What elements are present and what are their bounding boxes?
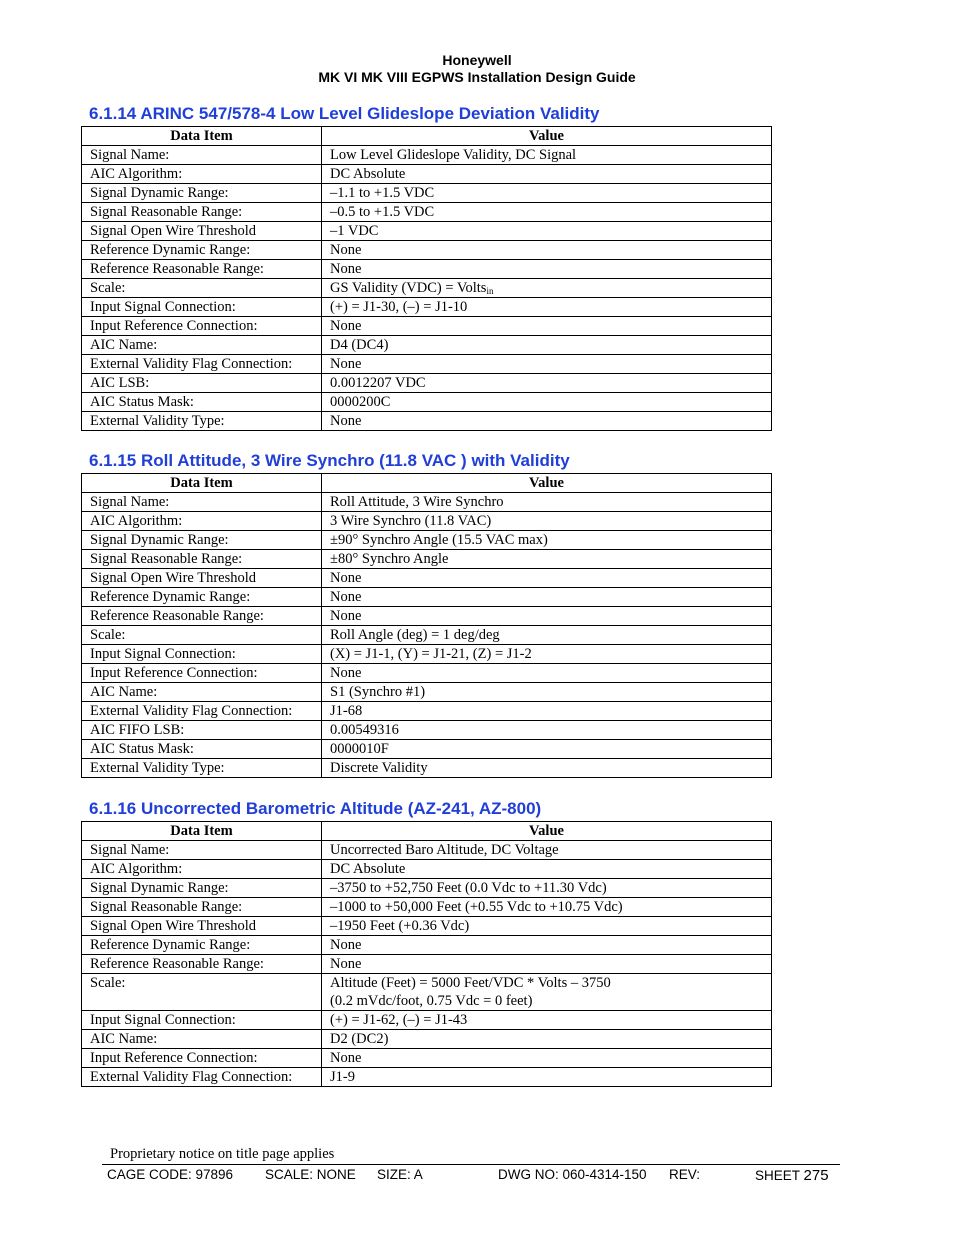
row-value: J1-68 — [322, 702, 772, 721]
row-value: 0000200C — [322, 393, 772, 412]
table-row — [82, 569, 772, 588]
row-value: None — [322, 317, 772, 336]
row-label: Reference Reasonable Range: — [82, 955, 322, 974]
row-value: (+) = J1-62, (–) = J1-43 — [322, 1011, 772, 1030]
table-row — [82, 607, 772, 626]
row-label: AIC Status Mask: — [82, 393, 322, 412]
row-value: –1.1 to +1.5 VDC — [322, 184, 772, 203]
scale-subscript: in — [486, 286, 494, 296]
table-row — [82, 1068, 772, 1087]
table-row — [82, 279, 772, 298]
row-value: D4 (DC4) — [322, 336, 772, 355]
row-value: Low Level Glideslope Validity, DC Signal — [322, 146, 772, 165]
row-value: None — [322, 588, 772, 607]
row-value: –3750 to +52,750 Feet (0.0 Vdc to +11.30 Vdc) — [322, 879, 772, 898]
row-label: AIC Algorithm: — [82, 512, 322, 531]
table-row — [82, 917, 772, 936]
row-value: (+) = J1-30, (–) = J1-10 — [322, 298, 772, 317]
revision: REV: — [669, 1167, 701, 1182]
table-row — [82, 898, 772, 917]
column-header-data-item: Data Item — [82, 474, 322, 493]
row-value: None — [322, 1049, 772, 1068]
table-row — [82, 588, 772, 607]
table-header-row — [82, 474, 772, 493]
table-row — [82, 393, 772, 412]
sheet-label: SHEET — [755, 1168, 800, 1183]
table-row — [82, 1011, 772, 1030]
company-name: Honeywell — [442, 52, 512, 68]
row-label: External Validity Type: — [82, 412, 322, 431]
row-label: Signal Open Wire Threshold — [82, 222, 322, 241]
row-label: Reference Dynamic Range: — [82, 241, 322, 260]
document-title: MK VI MK VIII EGPWS Installation Design Guide — [318, 69, 636, 85]
row-value: None — [322, 664, 772, 683]
row-label: Signal Dynamic Range: — [82, 879, 322, 898]
section-title-6-1-14: 6.1.14 ARINC 547/578-4 Low Level Glideslope Deviation Validity — [89, 104, 600, 123]
table-row — [82, 879, 772, 898]
row-label: External Validity Flag Connection: — [82, 1068, 322, 1087]
row-value: None — [322, 936, 772, 955]
footer-divider — [102, 1164, 840, 1165]
row-value: None — [322, 355, 772, 374]
row-label: Scale: — [82, 974, 322, 1011]
row-label: Signal Name: — [82, 146, 322, 165]
row-value: DC Absolute — [322, 860, 772, 879]
row-label: Signal Name: — [82, 841, 322, 860]
row-label: Reference Reasonable Range: — [82, 260, 322, 279]
row-label: AIC FIFO LSB: — [82, 721, 322, 740]
row-label: Reference Reasonable Range: — [82, 607, 322, 626]
table-row — [82, 955, 772, 974]
table-row — [82, 974, 772, 1011]
row-label: Signal Reasonable Range: — [82, 203, 322, 222]
row-label: External Validity Type: — [82, 759, 322, 778]
spec-table-6-1-16 — [81, 821, 772, 1087]
row-value: (X) = J1-1, (Y) = J1-21, (Z) = J1-2 — [322, 645, 772, 664]
row-value: None — [322, 607, 772, 626]
table-row — [82, 683, 772, 702]
row-label: AIC LSB: — [82, 374, 322, 393]
table-row — [82, 721, 772, 740]
row-value: None — [322, 955, 772, 974]
row-label: AIC Name: — [82, 1030, 322, 1049]
row-label: External Validity Flag Connection: — [82, 355, 322, 374]
table-row — [82, 1049, 772, 1068]
row-label: Signal Open Wire Threshold — [82, 569, 322, 588]
row-label: Input Signal Connection: — [82, 298, 322, 317]
row-label: AIC Name: — [82, 683, 322, 702]
cage-code: CAGE CODE: 97896 — [107, 1167, 234, 1182]
table-row — [82, 241, 772, 260]
row-label: AIC Name: — [82, 336, 322, 355]
table-row — [82, 493, 772, 512]
section-title-6-1-16: 6.1.16 Uncorrected Barometric Altitude (AZ-241, AZ-800) — [89, 799, 542, 818]
table-row — [82, 203, 772, 222]
row-label: AIC Algorithm: — [82, 860, 322, 879]
row-value: J1-9 — [322, 1068, 772, 1087]
row-value: Roll Attitude, 3 Wire Synchro — [322, 493, 772, 512]
row-label: Scale: — [82, 626, 322, 645]
row-value: DC Absolute — [322, 165, 772, 184]
table-row — [82, 512, 772, 531]
table-row — [82, 702, 772, 721]
row-label: Signal Reasonable Range: — [82, 898, 322, 917]
row-label: Input Reference Connection: — [82, 1049, 322, 1068]
row-value: –1950 Feet (+0.36 Vdc) — [322, 917, 772, 936]
table-row — [82, 740, 772, 759]
spec-table-6-1-14 — [81, 126, 772, 431]
section-title-6-1-15: 6.1.15 Roll Attitude, 3 Wire Synchro (11.8 VAC ) with Validity — [89, 451, 570, 470]
table-row — [82, 1030, 772, 1049]
row-value: 0.00549316 — [322, 721, 772, 740]
column-header-data-item: Data Item — [82, 822, 322, 841]
scale-formula: GS Validity (VDC) = Volts — [330, 280, 487, 296]
table-row — [82, 336, 772, 355]
table-row — [82, 165, 772, 184]
row-label: Scale: — [82, 279, 322, 298]
row-value: 3 Wire Synchro (11.8 VAC) — [322, 512, 772, 531]
table-row — [82, 936, 772, 955]
row-value: ±90° Synchro Angle (15.5 VAC max) — [322, 531, 772, 550]
table-row — [82, 531, 772, 550]
row-value: Roll Angle (deg) = 1 deg/deg — [322, 626, 772, 645]
column-header-value: Value — [322, 822, 772, 841]
row-value: 0.0012207 VDC — [322, 374, 772, 393]
row-label: External Validity Flag Connection: — [82, 702, 322, 721]
column-header-data-item: Data Item — [82, 127, 322, 146]
table-row — [82, 298, 772, 317]
table-row — [82, 317, 772, 336]
row-value: 0000010F — [322, 740, 772, 759]
row-label: Signal Open Wire Threshold — [82, 917, 322, 936]
row-label: Reference Dynamic Range: — [82, 588, 322, 607]
column-header-value: Value — [322, 474, 772, 493]
row-value: Uncorrected Baro Altitude, DC Voltage — [322, 841, 772, 860]
table-row — [82, 860, 772, 879]
table-row — [82, 374, 772, 393]
row-label: Signal Dynamic Range: — [82, 184, 322, 203]
row-label: Signal Dynamic Range: — [82, 531, 322, 550]
proprietary-notice: Proprietary notice on title page applies — [110, 1146, 335, 1162]
row-value — [322, 279, 772, 298]
table-row — [82, 355, 772, 374]
table-row — [82, 550, 772, 569]
row-value: D2 (DC2) — [322, 1030, 772, 1049]
row-label: Input Reference Connection: — [82, 664, 322, 683]
row-value: S1 (Synchro #1) — [322, 683, 772, 702]
row-value: ±80° Synchro Angle — [322, 550, 772, 569]
row-label: Input Signal Connection: — [82, 1011, 322, 1030]
row-label: Signal Reasonable Range: — [82, 550, 322, 569]
table-row — [82, 841, 772, 860]
row-value: –1 VDC — [322, 222, 772, 241]
table-header-row — [82, 822, 772, 841]
row-value: None — [322, 241, 772, 260]
drawing-number: DWG NO: 060-4314-150 — [498, 1167, 647, 1182]
row-value: None — [322, 569, 772, 588]
sheet-number: 275 — [803, 1167, 829, 1184]
row-label: AIC Status Mask: — [82, 740, 322, 759]
row-value: None — [322, 412, 772, 431]
row-label: AIC Algorithm: — [82, 165, 322, 184]
table-row — [82, 184, 772, 203]
table-row — [82, 645, 772, 664]
scale-formula-note: (0.2 mVdc/foot, 0.75 Vdc = 0 feet) — [330, 993, 533, 1009]
table-row — [82, 260, 772, 279]
table-header-row — [82, 127, 772, 146]
row-value: None — [322, 260, 772, 279]
row-value: Discrete Validity — [322, 759, 772, 778]
spec-table-6-1-15 — [81, 473, 772, 778]
table-row — [82, 626, 772, 645]
row-label: Input Signal Connection: — [82, 645, 322, 664]
row-label: Signal Name: — [82, 493, 322, 512]
table-row — [82, 222, 772, 241]
row-label: Input Reference Connection: — [82, 317, 322, 336]
row-label: Reference Dynamic Range: — [82, 936, 322, 955]
row-value: –0.5 to +1.5 VDC — [322, 203, 772, 222]
table-row — [82, 759, 772, 778]
table-row — [82, 146, 772, 165]
table-row — [82, 412, 772, 431]
size-info: SIZE: A — [377, 1167, 423, 1182]
column-header-value: Value — [322, 127, 772, 146]
row-value: –1000 to +50,000 Feet (+0.55 Vdc to +10.75 Vdc) — [322, 898, 772, 917]
sheet-info — [755, 1167, 829, 1184]
table-row — [82, 664, 772, 683]
scale-info: SCALE: NONE — [265, 1167, 356, 1182]
scale-formula: Altitude (Feet) = 5000 Feet/VDC * Volts – 3750 — [330, 975, 611, 991]
row-value — [322, 974, 772, 1011]
